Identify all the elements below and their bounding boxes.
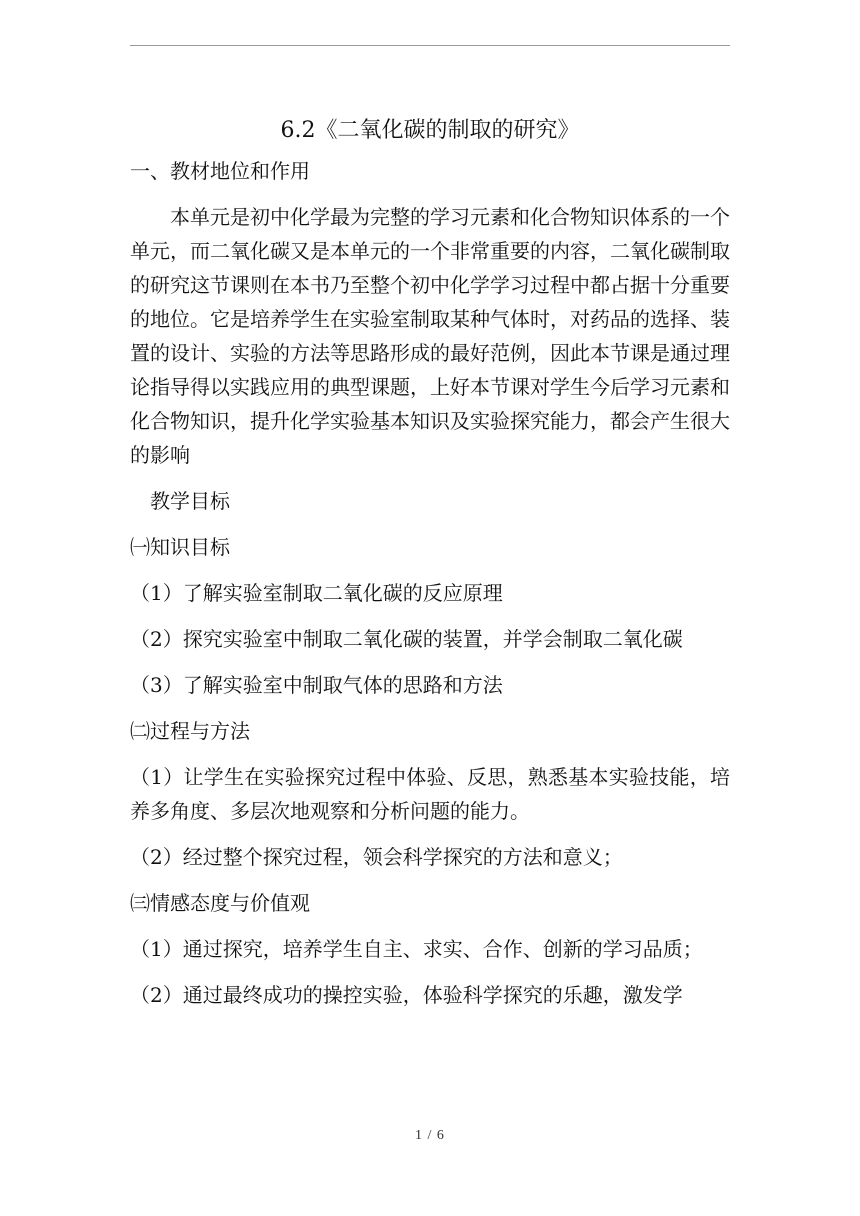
knowledge-item: （2）探究实验室中制取二氧化碳的装置，并学会制取二氧化碳	[130, 627, 683, 651]
knowledge-goals-heading: ㈠知识目标	[130, 535, 230, 559]
knowledge-item: （1）了解实验室制取二氧化碳的反应原理	[130, 581, 503, 605]
process-item: （2）经过整个探究过程，领会科学探究的方法和意义；	[130, 845, 623, 869]
process-item: （1）让学生在实验探究过程中体验、反思，熟悉基本实验技能，培养多角度、多层次地观察和分析问题的能力。	[130, 765, 730, 823]
attitude-item: （2）通过最终成功的操控实验，体验科学探究的乐趣，激发学	[130, 983, 683, 1007]
process-methods-heading: ㈡过程与方法	[130, 719, 250, 743]
header-divider	[130, 45, 730, 46]
document-title: 6.2《二氧化碳的制取的研究》	[280, 118, 580, 143]
document-body	[130, 112, 730, 1012]
attitude-item: （1）通过探究，培养学生自主、求实、合作、创新的学习品质；	[130, 937, 703, 961]
knowledge-item: （3）了解实验室中制取气体的思路和方法	[130, 673, 503, 697]
teaching-goals-heading: 教学目标	[150, 489, 230, 513]
section-heading: 一、教材地位和作用	[130, 159, 310, 183]
attitude-values-heading: ㈢情感态度与价值观	[130, 891, 310, 915]
page-indicator: 1 / 6	[415, 1128, 445, 1143]
section-paragraph: 本单元是初中化学最为完整的学习元素和化合物知识体系的一个单元，而二氧化碳又是本单元的一个非常重要的内容，二氧化碳制取的研究这节课则在本书乃至整个初中化学学习过程中都占据十分重要的地位。它是培养学生在实验室制取某种气体时，对药品的选择、装置的设计、实验的方法等思路形成的最好范例，因此本节课是通过理论指导得以实践应用的典型课题，上好本节课对学生今后学习元素和化合物知识，提升化学实验基本知识及实验探究能力，都会产生很大的影响	[130, 205, 730, 467]
